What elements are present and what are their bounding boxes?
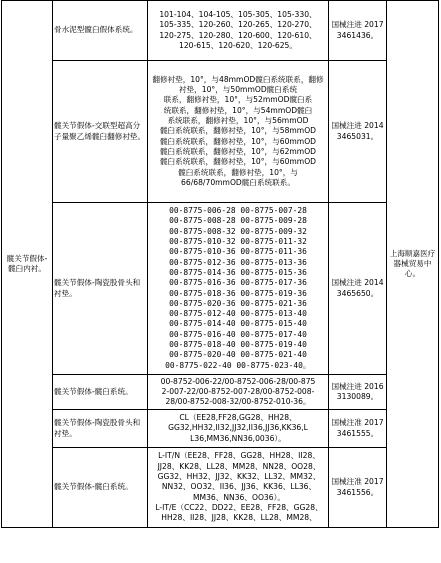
spec-line: 120-615、120-620、120-625。 — [179, 40, 297, 50]
product-name-text: 髋关节假体-髋臼系统。 — [54, 386, 133, 396]
product-name-text: 髋关节假体-陶瓷股骨头和衬垫。 — [54, 418, 141, 438]
registration-cert — [329, 375, 387, 410]
product-name-text: 骨水泥型髋臼假体系统。 — [54, 25, 138, 35]
spec-line: 髋臼系统联系，翻修衬垫，10°，与 — [178, 167, 298, 177]
spec-line: L36,MM36,NN36,0036）。 — [190, 433, 286, 443]
company-cell — [387, 1, 439, 528]
registration-cert — [329, 61, 387, 203]
spec-line: JJ28、KK28、LL28、MM28、NN28、OO28、 — [157, 461, 321, 471]
spec-line: 00-8775-020-36 00-8775-021-36 — [169, 298, 307, 308]
spec-line: 髋臼系统联系，翻修衬垫，10°，与60mmOD — [159, 157, 317, 167]
product-name — [53, 410, 148, 448]
spec-line: CL（EE28,FF28,GG28、HH28、 — [179, 413, 297, 423]
product-spec — [148, 375, 329, 410]
product-name — [53, 61, 148, 203]
spec-line: 00-8775-016-40 00-8775-017-40 — [169, 329, 307, 339]
product-name — [53, 375, 148, 410]
product-name-text: 髋关节假体-交联型超高分子量聚乙烯髋臼翻修衬垫。 — [54, 121, 146, 141]
product-name — [53, 203, 148, 375]
spec-line: 105-335、120-260、120-265、120-270、 — [159, 20, 317, 30]
spec-line: 翻修衬垫，10°，与48mmOD髋臼系统联系，翻修衬垫，10°，与50mmOD髋臼系统 — [152, 74, 324, 95]
spec-line: 00-8775-020-40 00-8775-021-40 — [169, 350, 307, 360]
table-row — [2, 1, 439, 61]
spec-line: 髋臼系统联系，翻修衬垫，10°，与60mmOD — [159, 136, 317, 146]
cert-text: 国械注进 20143465031。 — [331, 121, 384, 141]
spec-line: 2-007-22/00-8752-007-28/00-8752-008- — [161, 386, 315, 396]
spec-line: 髋臼系统联系，翻修衬垫，10°，与58mmOD — [159, 126, 317, 136]
cert-text: 国械注进 20163130089。 — [331, 381, 384, 401]
category-cell — [2, 1, 53, 528]
spec-line: 00-8775-014-36 00-8775-015-36 — [169, 267, 307, 277]
spec-line: 00-8775-012-40 00-8775-013-40 — [169, 309, 307, 319]
registration-cert — [329, 410, 387, 448]
spec-line: 00-8775-008-32 00-8775-009-32 — [169, 226, 307, 236]
product-spec — [148, 61, 329, 203]
spec-line: 联系，翻修衬垫，10°，与52mmOD髋臼系 — [163, 95, 313, 105]
product-table — [1, 0, 439, 528]
product-spec — [148, 1, 329, 61]
spec-line: 髋臼系统联系，翻修衬垫，10°，与62mmOD — [159, 146, 317, 156]
product-spec — [148, 410, 329, 448]
product-name — [53, 448, 148, 528]
spec-line: 00-8775-012-36 00-8775-013-36 — [169, 257, 307, 267]
spec-line: 统联系，翻修衬垫，10°，与54mmOD髋臼 — [163, 105, 313, 115]
table-row — [2, 375, 439, 410]
cert-text: 国械注进 20173461436。 — [331, 20, 384, 40]
registration-cert — [329, 203, 387, 375]
table-row — [2, 61, 439, 203]
spec-line: GG32,HH32,II32,JJ32,II36,JJ36,KK36,L — [168, 423, 308, 433]
spec-line: 120-275、120-280、120-600、120-610、 — [159, 30, 317, 40]
spec-line: L-IT/N（EE28、FF28、GG28、HH28、II28、 — [158, 451, 320, 461]
spec-line: 66/68/70mmOD髋臼系统联系。 — [181, 177, 295, 187]
product-name-text: 髋关节假体-陶瓷股骨头和衬垫。 — [54, 278, 141, 298]
spec-line: 00-8775-010-36 00-8775-011-36 — [169, 247, 307, 257]
spec-line: 00-8775-016-36 00-8775-017-36 — [169, 278, 307, 288]
spec-line: 00-8775-022-40 00-8775-023-40。 — [165, 360, 311, 370]
spec-line: 28/00-8752-008-32/00-8752-010-36。 — [165, 397, 311, 407]
spec-line: 00-8775-006-28 00-8775-007-28 — [169, 206, 307, 216]
spec-line: 00-8752-006-22/00-8752-006-28/00-875 — [160, 376, 316, 386]
table-row — [2, 410, 439, 448]
spec-line: MM36、NN36、OO36）。 — [193, 492, 285, 502]
spec-line: 00-8775-014-40 00-8775-015-40 — [169, 319, 307, 329]
table-row — [2, 203, 439, 375]
cert-text: 国械注准 20173461555。 — [331, 418, 384, 438]
spec-line: L-IT/E（CC22、DD22、EE28、FF28、GG28、 — [155, 502, 323, 512]
spec-line: HH28、II28、JJ28、KK28、LL28、MM28、 — [161, 513, 317, 523]
spec-line: 101-104、104-105、105-305、105-330、 — [159, 9, 317, 19]
table-row — [2, 448, 439, 528]
product-name-text: 髋关节假体-髋臼系统。 — [54, 482, 133, 492]
category-text: 髋关节假体-髋臼内衬。 — [6, 253, 48, 273]
product-spec — [148, 448, 329, 528]
spec-line: 系统联系，翻修衬垫，10°，与56mmOD — [167, 116, 309, 126]
product-name — [53, 1, 148, 61]
spec-line: NN32、OO32、II36、JJ36、KK36、LL36、 — [161, 482, 317, 492]
cert-text: 国械注进 20143465650。 — [331, 278, 384, 298]
spec-line: 00-8775-018-36 00-8775-019-36 — [169, 288, 307, 298]
registration-cert — [329, 448, 387, 528]
spec-line: 00-8775-008-28 00-8775-009-28 — [169, 216, 307, 226]
product-spec — [148, 203, 329, 375]
company-text: 上海顺嘉医疗器械贸易中心。 — [389, 248, 436, 279]
spec-line: 00-8775-018-40 00-8775-019-40 — [169, 339, 307, 349]
spec-line: GG32、HH32、JJ32、KK32、LL32、MM32、 — [157, 472, 321, 482]
spec-line: 00-8775-010-32 00-8775-011-32 — [169, 237, 307, 247]
cert-text: 国械注准 20173461556。 — [331, 477, 384, 497]
registration-cert — [329, 1, 387, 61]
